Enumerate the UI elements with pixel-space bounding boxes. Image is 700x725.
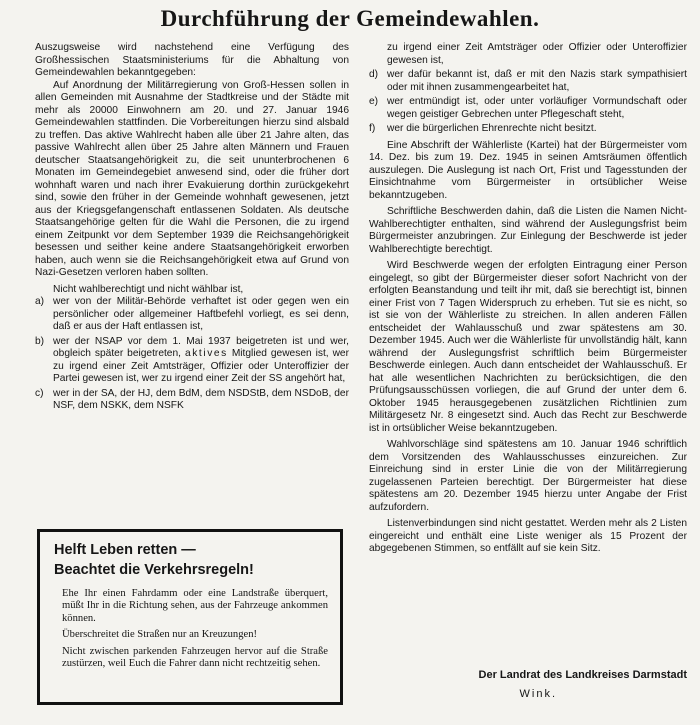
list-item-c	[35, 388, 349, 413]
list-item-text	[53, 336, 349, 386]
paragraph-abschrift: Eine Abschrift der Wählerliste (Kartei) hat der Bürgermeister vom 14. Dez. bis zum 19. Dez. 1945 in seinen Amtsräumen öffentlich auszulegen. Die Auslegung ist nach Ort, Frist und Tagesstunden der Einsichtnahme vom Bürgermeister in ortsüblicher Weise bekanntzugeben.	[369, 139, 687, 201]
intro-paragraph: Auszugsweise wird nachstehend eine Verfügung des Großhessischen Staatsministeriums für die Abhaltung von Gemeindewahlen bekanntgegeben:	[35, 42, 349, 78]
paragraph-nicht-wahlberechtigt: Nicht wahlberechtigt und nicht wählbar ist,	[53, 283, 244, 295]
notice-heading-2: Beachtet die Verkehrsregeln!	[54, 562, 254, 578]
right-column	[369, 42, 687, 556]
paragraph-anordnung: Auf Anordnung der Militärregierung von Groß-Hessen sollen in allen Gemeinden mit Ausnahme der Stadtkreise und der Städte mit mehr als 20000 Einwohnern am 20. und 27. Januar 1946 Gemeindewahlen stattfinden. Die Vorbereitungen hierzu sind alsbald zu treffen. Das aktive Wahlrecht haben alle über 21 Jahre alten, das passive Wahlrecht allen über 25 Jahre alten Männern und Frauen deutscher Staatsangehörigkeit zu, die seit ununterbrochenen 6 Monaten im Gemeindegebiet anwesend sind, oder die früher dort wohnhaft waren und nach ihrer Evakuierung dorthin zurückgekehrt sind, sowie den früher in der Gemeinde wohnhaft gewesenen, jetzt aus der Kriegsgefangenschaft entlassenen Soldaten. Als deutsche Staatsangehörige gelten für die Wahl die Personen, die zu irgend einem Zeitpunkt vor dem September 1939 die Reichsangehörigkeit besessen und seither keine andere Staatsangehörigkeit erworben haben, auch wenn sie die Reichsangehörigkeit etwa auf Grund von Nazi-Gesetzen verloren haben sollten.	[35, 79, 349, 278]
list-item-d	[369, 69, 687, 94]
list-item-text-part: Mitglied gewesen ist, wer zu irgend einer Zeit Amtsträger, Offizier oder Unteroffizier der Partei gewesen ist, wer zu irgend einer Zeit der SS angehört hat,	[53, 348, 349, 384]
signature-organization: Der Landrat des Landkreises Darmstadt	[478, 669, 687, 681]
notice-paragraph: Überschreitet die Straßen nur an Kreuzungen!	[62, 629, 258, 641]
paragraph-listenverbindungen: Listenverbindungen sind nicht gestattet. Werden mehr als 2 Listen eingereicht und enthält eine Liste weniger als 15 Prozent der abgegebenen Stimmen, so entfällt auf sie kein Sitz.	[369, 518, 687, 554]
emphasized-word: aktives	[184, 348, 228, 359]
list-item-text: wer dafür bekannt ist, daß er mit den Nazis stark sympathisiert oder mit ihnen zusammengearbeitet hat,	[387, 69, 687, 93]
list-marker: f)	[369, 123, 376, 134]
list-item-text: wer von der Militär-Behörde verhaftet ist oder gegen wen ein persönlicher oder allgemeiner Haftbefehl vorliegt, es sei denn, daß er aus der Haft entlassen ist,	[53, 296, 349, 332]
list-item-b	[35, 336, 349, 386]
list-item-f	[369, 123, 687, 136]
left-column	[35, 42, 349, 413]
list-marker: b)	[35, 335, 45, 347]
paragraph-beschwerde-eintragung: Wird Beschwerde wegen der erfolgten Eintragung einer Person eingelegt, so gibt der Bürgermeister dieser sofort Nachricht von der erfolgten Beanstandung und teilt ihr mit, daß sie berechtigt ist, binnen einer Frist von 7 Tagen Widerspruch zu erheben. Tut sie es nicht, so ist sie von der Wählerliste zu streichen. In allen anderen Fällen entscheidet der Wahlausschuß und zwar spätestens am 30. Dezember 1945. Auch wer die Wählerliste für unvollständig hält, kann während der Auslegungsfrist schriftlich beim Bürgermeister Beschwerde einlegen. Auch dann entscheidet der Wahlausschuß. Er hat alle wesentlichen Nachrichten zu berücksichtigen, die den Prüfungsausschüssen vorliegen, die auf Grund der unter dem 6. Oktober 1945 herausgegebenen zusätzlichen Richtlinien zum Militärgesetz Nr. 8 eingesetzt sind. Auch das Recht zur Beschwerde ist in ortsüblicher Weise bekanntzugeben.	[369, 260, 687, 434]
paragraph-schriftliche-beschwerden: Schriftliche Beschwerden dahin, daß die Listen die Namen Nicht-Wahlberechtigter enthalten, sind während der Auslegungsfrist beim Bürgermeister anzubringen. Zur Einlegung der Beschwerde ist jeder Wahlberechtigte berechtigt.	[369, 206, 687, 255]
list-marker: d)	[369, 69, 379, 80]
notice-paragraph: Nicht zwischen parkenden Fahrzeugen hervor auf die Straße zustürzen, weil Euch die Fahrer dann nicht rechtzeitig sehen.	[62, 645, 328, 670]
notice-paragraph: Ehe Ihr einen Fahrdamm oder eine Landstraße überquert, müßt Ihr in die Richtung sehen, aus der Fahrzeuge ankommen können.	[62, 588, 328, 624]
list-item-text: wer entmündigt ist, oder unter vorläufiger Vormundschaft oder wegen geistiger Gebrechen unter Pflegeschaft steht,	[387, 96, 687, 120]
list-item-e	[369, 96, 687, 121]
list-marker: c)	[35, 387, 44, 399]
list-continuation: zu irgend einer Zeit Amtsträger oder Offizier oder Unteroffizier gewesen ist,	[387, 42, 687, 66]
paragraph-wahlvorschlaege: Wahlvorschläge sind spätestens am 10. Januar 1946 schriftlich dem Vorsitzenden des Wahlausschusses einzureichen. Zur Einreichung sind in erster Linie die von der Militärregierung zugelassenen Parteien berechtigt. Der Bürgermeister hat diese spätestens am 20. Dezember 1945 hierzu unter Angabe der Frist aufzufordern.	[369, 439, 687, 513]
list-marker: e)	[369, 96, 379, 107]
notice-body	[54, 588, 328, 670]
signature-name: Wink.	[519, 688, 557, 700]
page-title: Durchführung der Gemeindewahlen.	[160, 6, 540, 31]
traffic-safety-notice	[37, 529, 343, 705]
list-item-text-part: wer der NSAP vor dem 1. Mai 1937 beigetreten ist und wer, obgleich später beigetreten,	[53, 335, 349, 359]
list-item-text: wer die bürgerlichen Ehrenrechte nicht besitzt.	[387, 123, 597, 134]
list-item-text: wer in der SA, der HJ, dem BdM, dem NSDStB, dem NSDoB, der NSF, dem NSKK, dem NSFK	[53, 387, 349, 411]
list-item-a	[35, 296, 349, 334]
notice-heading-1: Helft Leben retten —	[54, 542, 196, 558]
list-marker: a)	[35, 296, 45, 307]
